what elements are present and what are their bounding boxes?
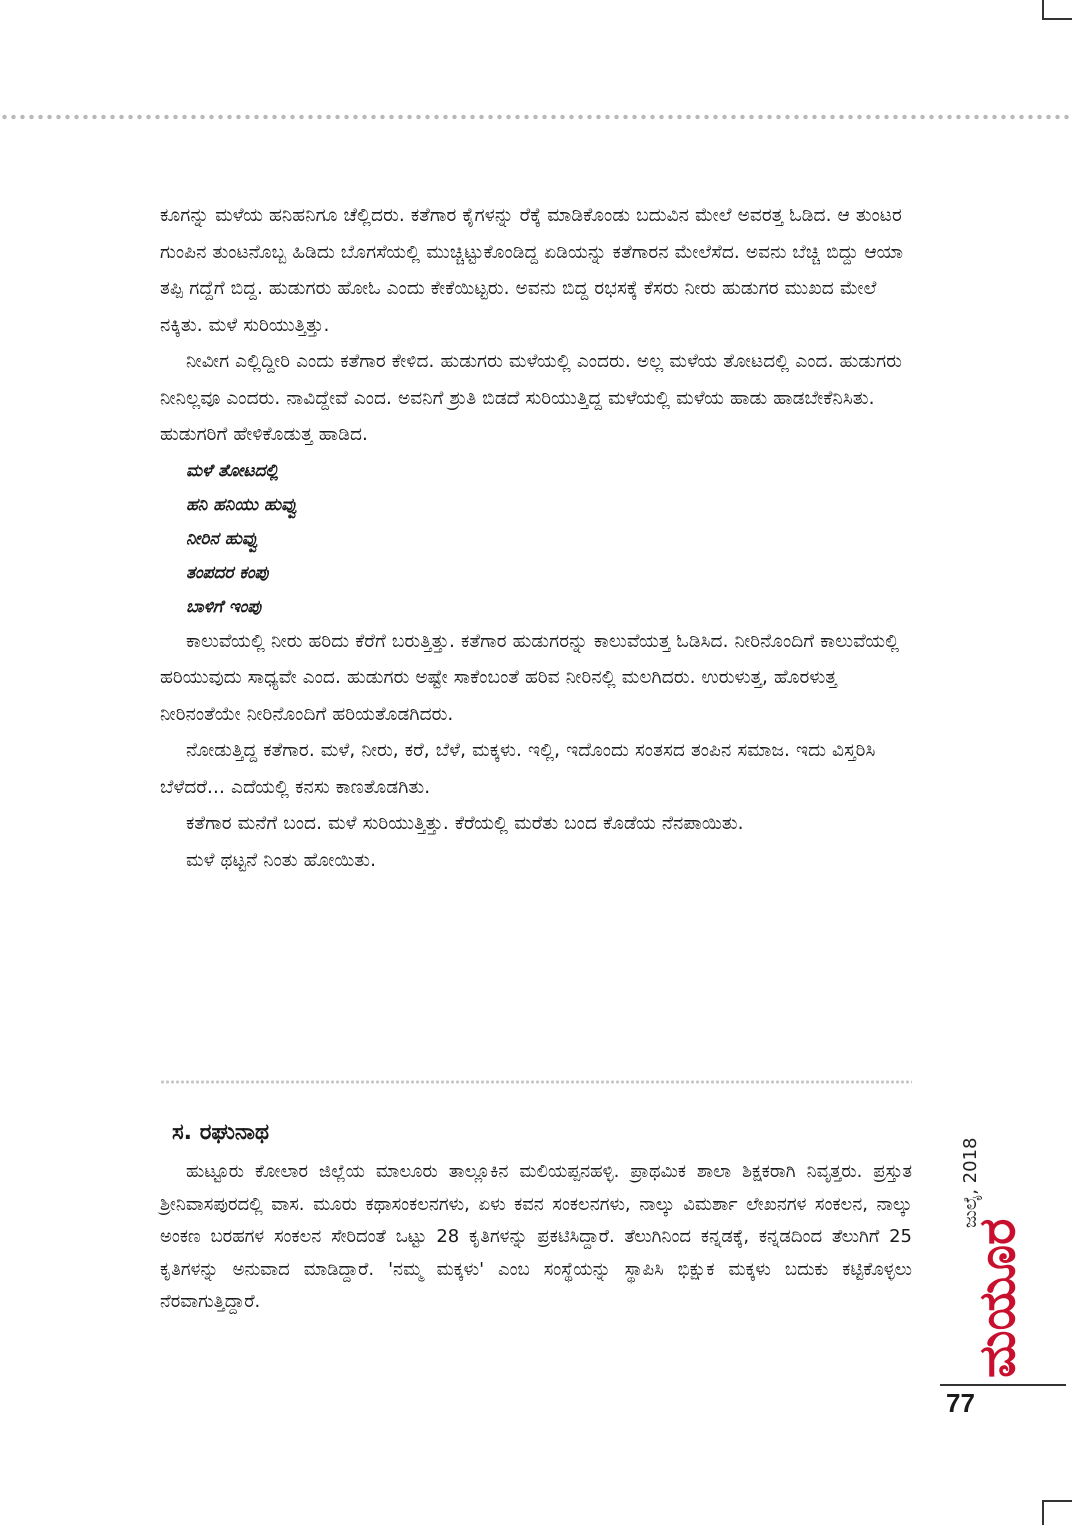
crop-mark-bottom-horizontal	[1042, 1500, 1072, 1502]
crop-mark-bottom	[1042, 1500, 1044, 1525]
story-paragraph: ನೀವೀಗ ಎಲ್ಲಿದ್ದೀರಿ ಎಂದು ಕತೆಗಾರ ಕೇಳಿದ. ಹುಡುಗರು ಮಳೆಯಲ್ಲಿ ಎಂದರು. ಅಲ್ಲ ಮಳೆಯ ತೋಟದಲ್ಲಿ ಎಂದ. ಹುಡುಗರು ನೀನಿಲ್ಲವೂ ಎಂದರು. ನಾವಿದ್ದೇವೆ ಎಂದ. ಅವನಿಗೆ ಶ್ರುತಿ ಬಿಡದೆ ಸುರಿಯುತ್ತಿದ್ದ ಮಳೆಯಲ್ಲಿ ಮಳೆಯ ಹಾಡು ಹಾಡಬೇಕೆನಿಸಿತು. ಹುಡುಗರಿಗೆ ಹೇಳಿಕೊಡುತ್ತ ಹಾಡಿದ.	[160, 351, 902, 445]
poem-line: ನೀರಿನ ಹುವ್ವು	[186, 528, 259, 549]
poem-line: ತಂಪದರ ಕಂಪು	[186, 562, 269, 583]
page-number-rule	[940, 1384, 1066, 1386]
crop-mark-top	[1042, 0, 1044, 18]
dotted-header-rule	[0, 114, 1072, 120]
issue-date: ಜುಲೈ, 2018	[960, 1137, 981, 1228]
poem-line: ಬಾಳಿಗೆ ಇಂಪು	[186, 596, 262, 617]
crop-mark-top-horizontal	[1042, 18, 1072, 20]
story-paragraph: ಕತೆಗಾರ ಮನೆಗೆ ಬಂದ. ಮಳೆ ಸುರಿಯುತ್ತಿತ್ತು. ಕೆರೆಯಲ್ಲಿ ಮರೆತು ಬಂದ ಕೊಡೆಯ ನೆನಪಾಯಿತು.	[186, 813, 744, 834]
magazine-masthead: ಮಯೂರ	[968, 1218, 1026, 1378]
poem-stanza	[160, 454, 920, 624]
story-paragraph: ನೋಡುತ್ತಿದ್ದ ಕತೆಗಾರ. ಮಳೆ, ನೀರು, ಕರೆ, ಬೆಳೆ, ಮಕ್ಕಳು. ಇಲ್ಲಿ, ಇದೊಂದು ಸಂತಸದ ತಂಪಿನ ಸಮಾಜ. ಇದು ವಿಸ್ತರಿಸಿ ಬೆಳೆದರೆ... ಎದೆಯಲ್ಲಿ ಕನಸು ಕಾಣತೊಡಗಿತು.	[160, 740, 876, 798]
story-paragraph: ಕೂಗನ್ನು ಮಳೆಯ ಹನಿಹನಿಗೂ ಚೆಲ್ಲಿದರು. ಕತೆಗಾರ ಕೈಗಳನ್ನು ರೆಕ್ಕೆ ಮಾಡಿಕೊಂಡು ಬದುವಿನ ಮೇಲೆ ಅವರತ್ತ ಓಡಿದ. ಆ ತುಂಟರ ಗುಂಪಿನ ತುಂಟನೊಬ್ಬ ಹಿಡಿದು ಬೊಗಸೆಯಲ್ಲಿ ಮುಚ್ಚಿಟ್ಟುಕೊಂಡಿದ್ದ ಏಡಿಯನ್ನು ಕತೆಗಾರನ ಮೇಲೆಸೆದ. ಅವನು ಬೆಚ್ಚಿ ಬಿದ್ದು ಆಯಾ ತಪ್ಪಿ ಗದ್ದೆಗೆ ಬಿದ್ದ. ಹುಡುಗರು ಹೋಓ ಎಂದು ಕೇಕೆಯಿಟ್ಟರು. ಅವನು ಬಿದ್ದ ರಭಸಕ್ಕೆ ಕೆಸರು ನೀರು ಹುಡುಗರ ಮುಖದ ಮೇಲೆ ನಕ್ಕಿತು. ಮಳೆ ಸುರಿಯುತ್ತಿತ್ತು.	[160, 205, 904, 336]
author-name: ಸ. ರಘುನಾಥ	[172, 1120, 270, 1145]
story-paragraph: ಮಳೆ ಥಟ್ಟನೆ ನಿಂತು ಹೋಯಿತು.	[186, 849, 377, 871]
author-bio: ಹುಟ್ಟೂರು ಕೋಲಾರ ಜಿಲ್ಲೆಯ ಮಾಲೂರು ತಾಲ್ಲೂಕಿನ ಮಲಿಯಪ್ಪನಹಳ್ಳಿ. ಪ್ರಾಥಮಿಕ ಶಾಲಾ ಶಿಕ್ಷಕರಾಗಿ ನಿವೃತ್ತರು. ಪ್ರಸ್ತುತ ಶ್ರೀನಿವಾಸಪುರದಲ್ಲಿ ವಾಸ. ಮೂರು ಕಥಾಸಂಕಲನಗಳು, ಏಳು ಕವನ ಸಂಕಲನಗಳು, ನಾಲ್ಕು ವಿಮರ್ಶಾ ಲೇಖನಗಳ ಸಂಕಲನ, ನಾಲ್ಕು ಅಂಕಣ ಬರಹಗಳ ಸಂಕಲನ ಸೇರಿದಂತೆ ಒಟ್ಟು 28 ಕೃತಿಗಳನ್ನು ಪ್ರಕಟಿಸಿದ್ದಾರೆ. ತೆಲುಗಿನಿಂದ ಕನ್ನಡಕ್ಕೆ, ಕನ್ನಡದಿಂದ ತೆಲುಗಿಗೆ 25 ಕೃತಿಗಳನ್ನು ಅನುವಾದ ಮಾಡಿದ್ದಾರೆ. 'ನಮ್ಮ ಮಕ್ಕಳು' ಎಂಬ ಸಂಸ್ಥೆಯನ್ನು ಸ್ಥಾಪಿಸಿ ಭಿಕ್ಷುಕ ಮಕ್ಕಳು ಬದುಕು ಕಟ್ಟಿಕೊಳ್ಳಲು ನೆರವಾಗುತ್ತಿದ್ದಾರೆ.	[160, 1161, 912, 1312]
poem-line: ಮಳೆ ತೋಟದಲ್ಲಿ	[186, 460, 279, 481]
story-body	[160, 198, 920, 879]
dotted-section-divider	[160, 1080, 912, 1084]
story-paragraph: ಕಾಲುವೆಯಲ್ಲಿ ನೀರು ಹರಿದು ಕೆರೆಗೆ ಬರುತ್ತಿತ್ತು. ಕತೆಗಾರ ಹುಡುಗರನ್ನು ಕಾಲುವೆಯತ್ತ ಓಡಿಸಿದ. ನೀರಿನೊಂದಿಗೆ ಕಾಲುವೆಯಲ್ಲಿ ಹರಿಯುವುದು ಸಾಧ್ಯವೇ ಎಂದ. ಹುಡುಗರು ಅಷ್ಟೇ ಸಾಕೆಂಬಂತೆ ಹರಿವ ನೀರಿನಲ್ಲಿ ಮಲಗಿದರು. ಉರುಳುತ್ತ, ಹೊರಳುತ್ತ ನೀರಿನಂತೆಯೇ ನೀರಿನೊಂದಿಗೆ ಹರಿಯತೊಡಗಿದರು.	[160, 630, 900, 725]
poem-line: ಹನಿ ಹನಿಯು ಹುವ್ವು	[186, 494, 299, 515]
page-number: 77	[946, 1388, 975, 1418]
